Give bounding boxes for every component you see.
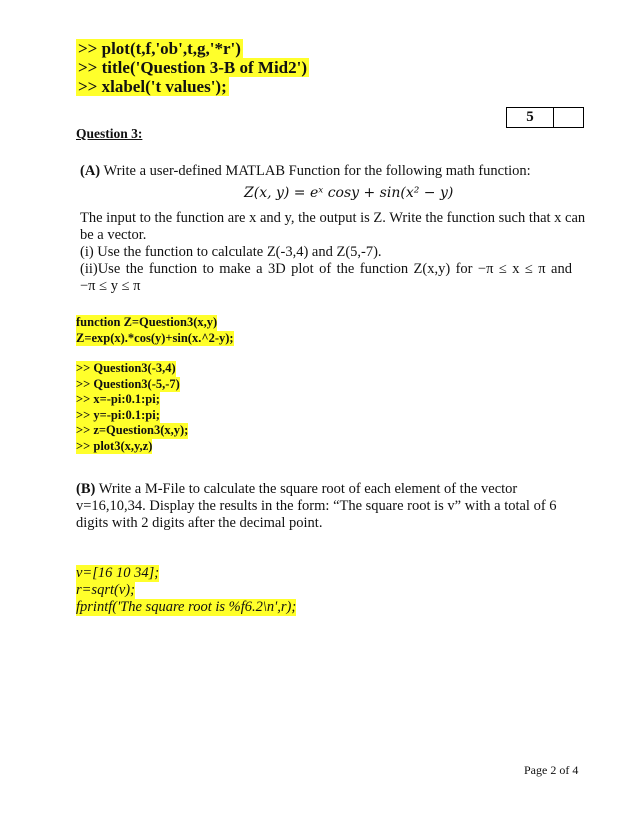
part-a-description bbox=[80, 210, 585, 295]
part-b-label: (B) bbox=[76, 481, 96, 497]
code-line: >> Question3(-5,-7) bbox=[76, 376, 180, 391]
part-a-intro-text: Write a user-defined MATLAB Function for the following math function: bbox=[103, 163, 531, 179]
code-line: >> xlabel('t values'); bbox=[78, 77, 227, 96]
top-code-block bbox=[76, 39, 309, 96]
code-line: function Z=Question3(x,y) bbox=[76, 315, 218, 329]
code-line: >> z=Question3(x,y); bbox=[76, 423, 189, 437]
code-line: Z=exp(x).*cos(y)+sin(x.^2-y); bbox=[76, 330, 234, 345]
page-number: Page 2 of 4 bbox=[524, 763, 579, 777]
part-a-desc-line: The input to the function are x and y, the output is Z. Write the function such that x can bbox=[80, 210, 586, 226]
part-a-item-2-cont: −π ≤ y ≤ π bbox=[80, 278, 141, 294]
code-line: >> y=-pi:0.1:pi; bbox=[76, 407, 160, 422]
mfile-code-block bbox=[76, 565, 296, 616]
equation: Z(x, y) = eˣ cosy + sin(x² − y) bbox=[244, 185, 454, 201]
part-b-line: v=16,10,34. Display the results in the form: “The square root is v” with a total of 6 bbox=[76, 498, 557, 514]
code-line: >> Question3(-3,4) bbox=[76, 361, 176, 375]
part-a-label: (A) bbox=[80, 163, 101, 179]
code-line: fprintf('The square root is %f6.2\n',r); bbox=[76, 599, 297, 615]
code-line: v=[16 10 34]; bbox=[76, 565, 160, 581]
score-value: 5 bbox=[507, 108, 554, 127]
part-a-item-2: (ii)Use the function to make a 3D plot of the function Z(x,y) for −π ≤ x ≤ π and bbox=[80, 261, 572, 277]
part-a-intro bbox=[80, 163, 531, 180]
function-code-block bbox=[76, 315, 234, 346]
part-b-line: digits with 2 digits after the decimal point. bbox=[76, 515, 323, 531]
part-b-line: Write a M-File to calculate the square root of each element of the vector bbox=[98, 481, 518, 497]
part-b bbox=[76, 481, 557, 532]
code-line: r=sqrt(v); bbox=[76, 582, 135, 598]
code-line: >> title('Question 3-B of Mid2') bbox=[78, 58, 308, 77]
question-title: Question 3: bbox=[76, 126, 143, 141]
command-code-block bbox=[76, 361, 188, 454]
part-a-desc-line: be a vector. bbox=[80, 227, 147, 243]
code-line: >> x=-pi:0.1:pi; bbox=[76, 392, 160, 406]
code-line: >> plot3(x,y,z) bbox=[76, 438, 153, 453]
code-line: >> plot(t,f,'ob',t,g,'*r') bbox=[78, 39, 241, 58]
part-a-item-1: (i) Use the function to calculate Z(-3,4) and Z(5,-7). bbox=[80, 244, 382, 260]
score-box bbox=[506, 107, 584, 128]
